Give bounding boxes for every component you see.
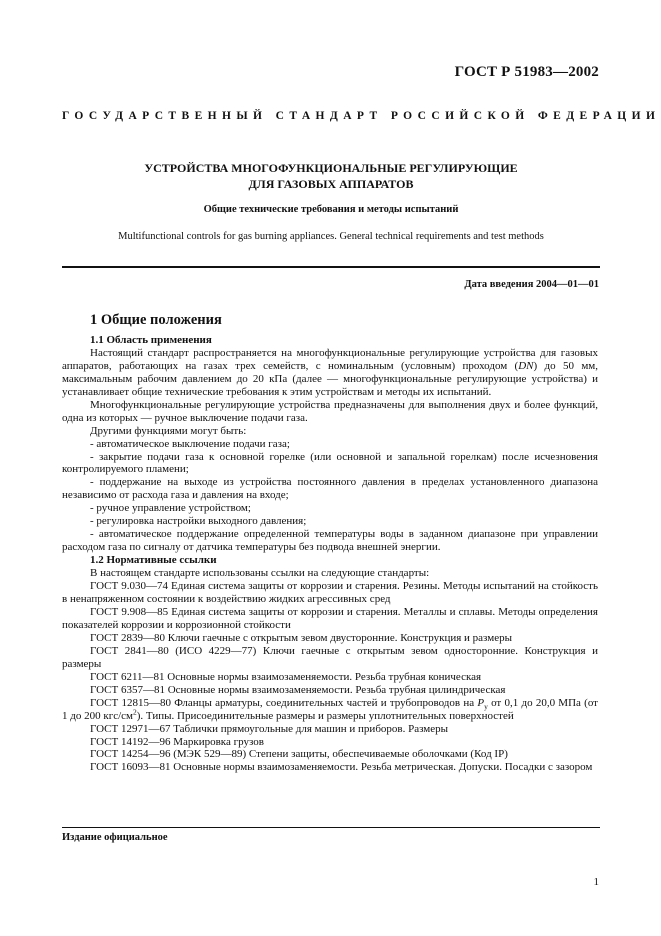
scope-paragraph: Настоящий стандарт распространяется на многофункциональные регулирующие устройства для газовых аппаратов, работающих на газах трех семейств, с номинальным (условным) проходом (DN) до 50 мм, максимальным рабочим давлением до 20 кПа (далее — многофункциональные регулирующие устройства) и устанавливает общие технические требования к этим устройствам и методы их испытаний.	[62, 346, 598, 398]
reference-item: ГОСТ 2839—80 Ключи гаечные с открытым зевом двусторонние. Конструкция и размеры	[90, 631, 512, 644]
reference-item: ГОСТ 12971—67 Таблички прямоугольные для машин и приборов. Размеры	[90, 722, 449, 735]
title-line-2: ДЛЯ ГАЗОВЫХ АППАРАТОВ	[248, 177, 414, 191]
document-title	[62, 160, 600, 192]
reference-item: ГОСТ 9.030—74 Единая система защиты от коррозии и старения. Резины. Методы испытаний на стойкость в ненапряженном состоянии к воздействию жидких агрессивных сред	[62, 580, 598, 606]
title-divider	[62, 266, 600, 268]
section-heading: 1 Общие положения	[90, 312, 222, 328]
page-number: 1	[593, 876, 599, 888]
function-item: - регулировка настройки выходного давления;	[90, 515, 307, 528]
reference-item: ГОСТ 9.908—85 Единая система защиты от коррозии и старения. Металлы и сплавы. Методы определения показателей коррозии и коррозионной стойкости	[62, 605, 598, 631]
reference-item: ГОСТ 14254—96 (МЭК 529—89) Степени защиты, обеспечиваемые оболочками (Код IP)	[90, 748, 508, 761]
functions-intro: Другими функциями могут быть:	[90, 424, 247, 437]
document-subtitle: Общие технические требования и методы испытаний	[203, 204, 459, 215]
function-item: - поддержание на выходе из устройства постоянного давления в пределах установленного диапазона независимо от расхода газа и давления на входе;	[62, 476, 598, 502]
references-intro: В настоящем стандарте использованы ссылки на следующие стандарты:	[90, 567, 430, 580]
reference-item: ГОСТ 12815—80 Фланцы арматуры, соединительных частей и трубопроводов на $P_y$ от 0,1 до 20,0 МПа (от 1 до 200 кгс/$см^2$). Типы. Присоединительные размеры и размеры уплотнительных поверхностей	[62, 696, 598, 722]
subsection-heading-scope: 1.1 Область применения	[90, 333, 212, 346]
reference-item: ГОСТ 14192—96 Маркировка грузов	[90, 735, 264, 748]
english-title: Multifunctional controls for gas burning appliances. General technical requirements and test methods	[118, 231, 544, 242]
function-item: - закрытие подачи газа к основной горелке (или основной и запальной горелкам) после исчезновения контролируемого пламени;	[62, 450, 598, 476]
title-line-1: УСТРОЙСТВА МНОГОФУНКЦИОНАЛЬНЫЕ РЕГУЛИРУЮЩИЕ	[144, 161, 518, 175]
introduction-date: Дата введения 2004—01—01	[464, 279, 599, 290]
purpose-paragraph: Многофункциональные регулирующие устройства предназначены для выполнения двух и более функций, одна из которых — ручное выключение подачи газа.	[62, 398, 598, 424]
reference-item: ГОСТ 2841—80 (ИСО 4229—77) Ключи гаечные с открытым зевом односторонние. Конструкция и размеры	[62, 644, 598, 670]
document-body	[62, 314, 598, 774]
function-item: - ручное управление устройством;	[90, 502, 251, 515]
document-number: ГОСТ Р 51983—2002	[454, 64, 599, 80]
state-standard-banner: ГОСУДАРСТВЕННЫЙ СТАНДАРТ РОССИЙСКОЙ ФЕДЕРАЦИИ	[62, 110, 661, 122]
edition-label: Издание официальное	[62, 832, 168, 843]
subsection-heading-references: 1.2 Нормативные ссылки	[90, 554, 217, 567]
reference-item: ГОСТ 6357—81 Основные нормы взаимозаменяемости. Резьба трубная цилиндрическая	[90, 683, 506, 696]
function-item: - автоматическое выключение подачи газа;	[90, 437, 290, 450]
footer-divider	[62, 827, 600, 828]
reference-item: ГОСТ 6211—81 Основные нормы взаимозаменяемости. Резьба трубная коническая	[90, 670, 482, 683]
reference-item: ГОСТ 16093—81 Основные нормы взаимозаменяемости. Резьба метрическая. Допуски. Посадки с зазором	[90, 761, 593, 774]
function-item: - автоматическое поддержание определенной температуры воды в заданном диапазоне при управлении расходом газа по сигналу от датчика температуры без подвода внешней энергии.	[62, 528, 598, 554]
